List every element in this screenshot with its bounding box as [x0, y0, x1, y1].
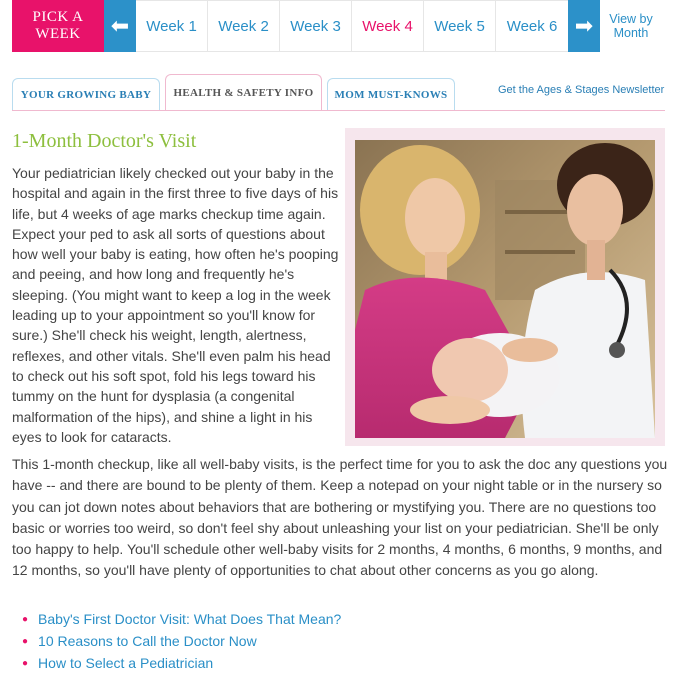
related-link-text[interactable]: Baby's First Doctor Visit: What Does That Mean? [38, 611, 342, 627]
related-link-text[interactable]: How to Select a Pediatrician [38, 655, 214, 671]
photo-frame [345, 128, 665, 446]
newsletter-link[interactable]: Get the Ages & Stages Newsletter [498, 84, 665, 96]
pick-label-line2: WEEK [35, 26, 81, 42]
tab-mom-must-knows[interactable]: MOM MUST-KNOWS [327, 78, 455, 110]
related-link-item[interactable] [22, 652, 341, 674]
pick-label-line1: PICK A [32, 9, 84, 25]
next-week-button[interactable] [568, 0, 600, 52]
tab-divider [12, 110, 665, 111]
bullet-icon: ● [22, 613, 29, 625]
week-4-link[interactable]: Week 4 [352, 1, 424, 51]
tab-health-safety-info[interactable]: HEALTH & SAFETY INFO [165, 74, 322, 110]
bullet-icon: ● [22, 635, 29, 647]
article-title: 1-Month Doctor's Visit [12, 130, 197, 152]
prev-week-button[interactable] [104, 0, 136, 52]
week-6-link[interactable]: Week 6 [506, 17, 558, 35]
week-navigation [12, 0, 682, 52]
arrow-left-icon: ⬅ [110, 13, 130, 38]
article-paragraph-2: This 1-month checkup, like all well-baby visits, is the perfect time for you to ask the doc any questions you have -- and there are bound to be plenty of them. Keep a notepad on your night table or in the nursery so you can jot down notes about behaviors that are bothering or mystifying you. There are no questions too basic or worries too weird, so don't feel shy about unleashing your list on your pediatrician. She'll be only too happy to help. You'll schedule other well-baby visits for 2 months, 4 months, 6 months, 9 months, and 12 months, so you'll have plenty of opportunities to chat about other concerns as you go along. [12, 456, 668, 579]
doctor-visit-photo [355, 140, 655, 438]
pick-a-week-label [12, 0, 104, 52]
related-link-text[interactable]: 10 Reasons to Call the Doctor Now [38, 633, 257, 649]
related-links [22, 608, 341, 674]
week-1-link[interactable]: Week 1 [136, 1, 208, 51]
article-paragraph-1: Your pediatrician likely checked out your baby in the hospital and again in the first three to five days of his life, but 4 weeks of age marks checkup time again. Expect your ped to ask all sorts of questions about how well your baby is eating, how often he's pooping and peeing, and how long and frequently he's sleeping. (You might want to keep a log in the week leading up to your appointment so you'll know for sure.) She'll check his weight, length, alertness, reflexes, and other vitals. She'll even palm his head to check out his soft spot, fold his legs toward his tummy on the hunt for dysplasia (a congenital malformation of the hips), and shine a light in his eyes to look for cataracts. [12, 165, 339, 445]
week-3-link[interactable]: Week 3 [280, 1, 352, 51]
arrow-right-icon: ➡ [574, 13, 594, 38]
month-label-line1: View by [609, 12, 653, 26]
month-label-line2: Month [613, 26, 649, 40]
view-by-month-link[interactable] [600, 0, 662, 52]
week-2-link[interactable]: Week 2 [208, 1, 280, 51]
related-link-item[interactable] [22, 630, 341, 652]
week-list [136, 0, 568, 52]
week-5-link[interactable]: Week 5 [424, 1, 496, 51]
tab-your-growing-baby[interactable]: YOUR GROWING BABY [12, 78, 160, 110]
related-link-item[interactable] [22, 608, 341, 630]
bullet-icon: ● [22, 657, 29, 669]
